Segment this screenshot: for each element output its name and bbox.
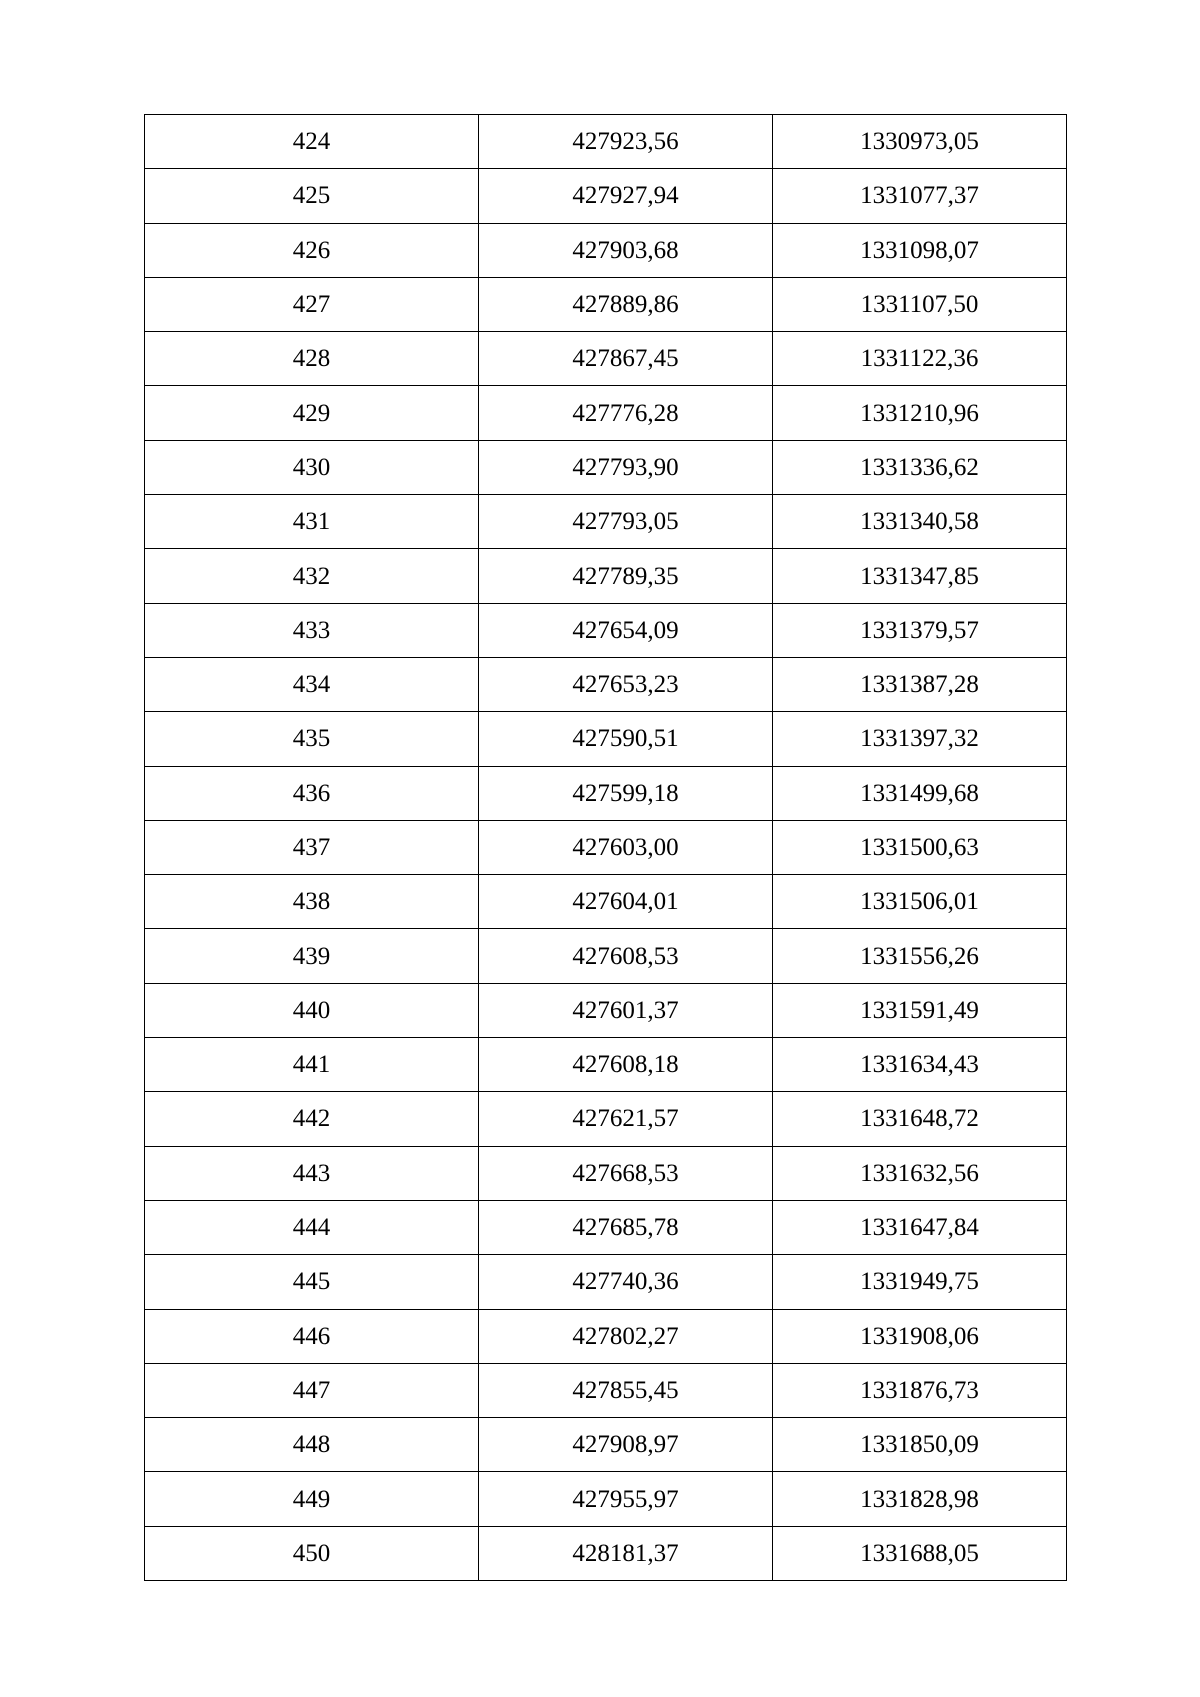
table-row [145, 766, 1067, 820]
y-coordinate-cell: 1331499,68 [773, 766, 1067, 820]
table-row [145, 1255, 1067, 1309]
x-coordinate-cell: 427654,09 [479, 603, 773, 657]
x-coordinate-cell: 427889,86 [479, 277, 773, 331]
y-coordinate-cell: 1331591,49 [773, 983, 1067, 1037]
coordinates-table-body [145, 115, 1067, 1581]
y-coordinate-cell: 1331634,43 [773, 1038, 1067, 1092]
table-row [145, 223, 1067, 277]
point-number-cell: 430 [145, 440, 479, 494]
x-coordinate-cell: 427855,45 [479, 1363, 773, 1417]
table-row [145, 169, 1067, 223]
table-row [145, 332, 1067, 386]
point-number-cell: 437 [145, 820, 479, 874]
table-row [145, 386, 1067, 440]
point-number-cell: 431 [145, 495, 479, 549]
point-number-cell: 433 [145, 603, 479, 657]
table-row [145, 820, 1067, 874]
table-row [145, 440, 1067, 494]
x-coordinate-cell: 427601,37 [479, 983, 773, 1037]
point-number-cell: 444 [145, 1200, 479, 1254]
y-coordinate-cell: 1331336,62 [773, 440, 1067, 494]
table-row [145, 277, 1067, 331]
y-coordinate-cell: 1331876,73 [773, 1363, 1067, 1417]
table-row [145, 983, 1067, 1037]
point-number-cell: 442 [145, 1092, 479, 1146]
table-row [145, 1526, 1067, 1580]
x-coordinate-cell: 427653,23 [479, 657, 773, 711]
table-row [145, 115, 1067, 169]
x-coordinate-cell: 427867,45 [479, 332, 773, 386]
point-number-cell: 438 [145, 875, 479, 929]
table-row [145, 495, 1067, 549]
point-number-cell: 446 [145, 1309, 479, 1363]
table-row [145, 657, 1067, 711]
table-row [145, 929, 1067, 983]
y-coordinate-cell: 1331556,26 [773, 929, 1067, 983]
table-row [145, 712, 1067, 766]
point-number-cell: 427 [145, 277, 479, 331]
x-coordinate-cell: 427802,27 [479, 1309, 773, 1363]
table-row [145, 603, 1067, 657]
x-coordinate-cell: 427604,01 [479, 875, 773, 929]
x-coordinate-cell: 427740,36 [479, 1255, 773, 1309]
point-number-cell: 449 [145, 1472, 479, 1526]
y-coordinate-cell: 1331648,72 [773, 1092, 1067, 1146]
y-coordinate-cell: 1331632,56 [773, 1146, 1067, 1200]
x-coordinate-cell: 427903,68 [479, 223, 773, 277]
point-number-cell: 450 [145, 1526, 479, 1580]
x-coordinate-cell: 427668,53 [479, 1146, 773, 1200]
table-row [145, 1146, 1067, 1200]
point-number-cell: 440 [145, 983, 479, 1037]
y-coordinate-cell: 1331387,28 [773, 657, 1067, 711]
point-number-cell: 443 [145, 1146, 479, 1200]
point-number-cell: 436 [145, 766, 479, 820]
y-coordinate-cell: 1331077,37 [773, 169, 1067, 223]
point-number-cell: 445 [145, 1255, 479, 1309]
x-coordinate-cell: 427955,97 [479, 1472, 773, 1526]
y-coordinate-cell: 1331210,96 [773, 386, 1067, 440]
x-coordinate-cell: 427793,05 [479, 495, 773, 549]
x-coordinate-cell: 427590,51 [479, 712, 773, 766]
y-coordinate-cell: 1331850,09 [773, 1418, 1067, 1472]
y-coordinate-cell: 1331908,06 [773, 1309, 1067, 1363]
x-coordinate-cell: 427603,00 [479, 820, 773, 874]
point-number-cell: 441 [145, 1038, 479, 1092]
point-number-cell: 429 [145, 386, 479, 440]
x-coordinate-cell: 427908,97 [479, 1418, 773, 1472]
x-coordinate-cell: 427685,78 [479, 1200, 773, 1254]
table-row [145, 1363, 1067, 1417]
y-coordinate-cell: 1331828,98 [773, 1472, 1067, 1526]
y-coordinate-cell: 1331107,50 [773, 277, 1067, 331]
y-coordinate-cell: 1331397,32 [773, 712, 1067, 766]
x-coordinate-cell: 427608,53 [479, 929, 773, 983]
point-number-cell: 439 [145, 929, 479, 983]
x-coordinate-cell: 427621,57 [479, 1092, 773, 1146]
x-coordinate-cell: 427927,94 [479, 169, 773, 223]
y-coordinate-cell: 1331347,85 [773, 549, 1067, 603]
point-number-cell: 432 [145, 549, 479, 603]
x-coordinate-cell: 427789,35 [479, 549, 773, 603]
x-coordinate-cell: 427776,28 [479, 386, 773, 440]
point-number-cell: 428 [145, 332, 479, 386]
x-coordinate-cell: 427599,18 [479, 766, 773, 820]
y-coordinate-cell: 1331688,05 [773, 1526, 1067, 1580]
point-number-cell: 424 [145, 115, 479, 169]
y-coordinate-cell: 1331506,01 [773, 875, 1067, 929]
table-row [145, 1038, 1067, 1092]
table-row [145, 1472, 1067, 1526]
table-row [145, 1200, 1067, 1254]
y-coordinate-cell: 1331122,36 [773, 332, 1067, 386]
table-row [145, 549, 1067, 603]
point-number-cell: 426 [145, 223, 479, 277]
y-coordinate-cell: 1330973,05 [773, 115, 1067, 169]
point-number-cell: 435 [145, 712, 479, 766]
coordinates-table [144, 114, 1067, 1581]
x-coordinate-cell: 427793,90 [479, 440, 773, 494]
table-row [145, 1309, 1067, 1363]
point-number-cell: 434 [145, 657, 479, 711]
x-coordinate-cell: 427608,18 [479, 1038, 773, 1092]
y-coordinate-cell: 1331647,84 [773, 1200, 1067, 1254]
y-coordinate-cell: 1331949,75 [773, 1255, 1067, 1309]
point-number-cell: 448 [145, 1418, 479, 1472]
table-row [145, 1092, 1067, 1146]
table-row [145, 875, 1067, 929]
y-coordinate-cell: 1331379,57 [773, 603, 1067, 657]
point-number-cell: 425 [145, 169, 479, 223]
table-row [145, 1418, 1067, 1472]
x-coordinate-cell: 428181,37 [479, 1526, 773, 1580]
y-coordinate-cell: 1331500,63 [773, 820, 1067, 874]
y-coordinate-cell: 1331098,07 [773, 223, 1067, 277]
y-coordinate-cell: 1331340,58 [773, 495, 1067, 549]
point-number-cell: 447 [145, 1363, 479, 1417]
x-coordinate-cell: 427923,56 [479, 115, 773, 169]
